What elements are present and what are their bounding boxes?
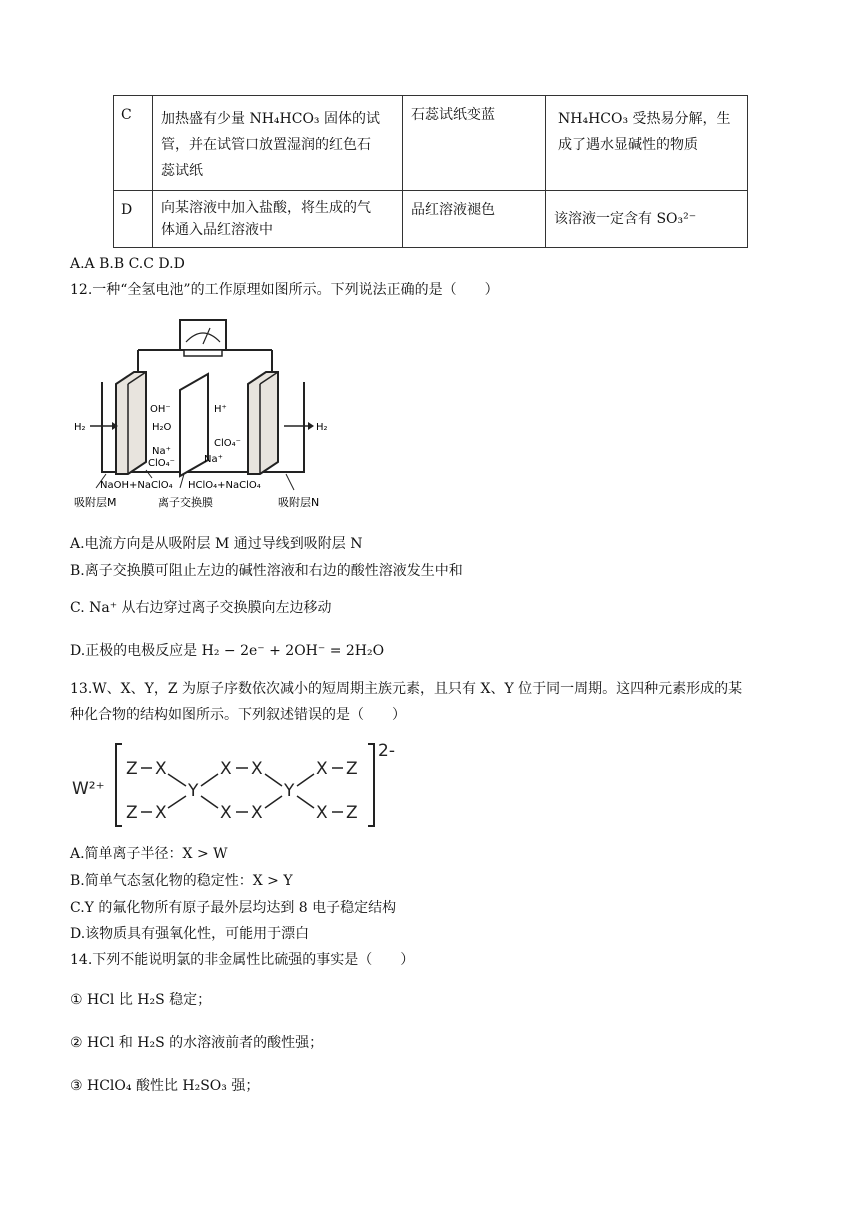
galvanometer-icon <box>180 320 226 356</box>
layer-m-label: 吸附层M <box>74 496 117 509</box>
battery-figure <box>72 312 352 512</box>
operation-line: 加热盛有少量 NH₄HCO₃ 固体的试 <box>161 111 380 127</box>
cation-label: W²⁺ <box>72 779 105 799</box>
clo4-left-label: ClO₄⁻ <box>148 458 175 469</box>
h2-in-label: H₂ <box>74 422 86 433</box>
membrane-label: 离子交换膜 <box>158 496 213 509</box>
row-label: C <box>114 96 153 191</box>
q14-item-1: ① HCl 比 H₂S 稳定； <box>70 992 212 1008</box>
q12-option-a: A.电流方向是从吸附层 M 通过导线到吸附层 N <box>70 536 363 552</box>
structure-figure <box>70 738 400 832</box>
h2-out-label: H₂ <box>316 422 328 433</box>
right-solution-label: HClO₄+NaClO₄ <box>188 480 261 491</box>
operation-cell <box>153 96 403 191</box>
na-left-label: Na⁺ <box>152 446 171 457</box>
q14-stem: 14.下列不能说明氯的非金属性比硫强的事实是（ ） <box>70 952 415 968</box>
atom-y: Y <box>284 781 295 801</box>
phenomenon-cell: 品红溶液褪色 <box>403 191 546 248</box>
row-label: D <box>114 191 153 248</box>
operation-line: 管，并在试管口放置湿润的红色石 <box>161 137 371 153</box>
table-row <box>114 191 748 248</box>
q14-item-3: ③ HClO₄ 酸性比 H₂SO₃ 强； <box>70 1078 260 1094</box>
atom-z: Z <box>126 759 138 779</box>
h-plus-label: H⁺ <box>214 404 227 415</box>
atom-x: X <box>251 759 263 779</box>
q13-option-c: C.Y 的氟化物所有原子最外层均达到 8 电子稳定结构 <box>70 900 397 916</box>
adsorption-layer-n <box>248 372 278 474</box>
q12-option-d: D.正极的电极反应是 H₂ − 2e⁻ + 2OH⁻ = 2H₂O <box>70 643 385 659</box>
operation-line: 体通入品红溶液中 <box>161 222 273 238</box>
na-right-label: Na⁺ <box>204 454 223 465</box>
left-solution-label: NaOH+NaClO₄ <box>100 480 173 491</box>
q14-item-2: ② HCl 和 H₂S 的水溶液前者的酸性强； <box>70 1035 324 1051</box>
q11-options: A.A B.B C.C D.D <box>70 256 185 272</box>
atom-z: Z <box>346 759 358 779</box>
q12-option-b: B.离子交换膜可阻止左边的碱性溶液和右边的酸性溶液发生中和 <box>70 563 463 579</box>
oh-label: OH⁻ <box>150 404 171 415</box>
atom-z: Z <box>126 803 138 823</box>
q12-stem: 12.一种“全氢电池”的工作原理如图所示。下列说法正确的是（ ） <box>70 282 499 298</box>
atom-x: X <box>220 803 232 823</box>
conclusion-line: 成了遇水显碱性的物质 <box>558 137 698 153</box>
atom-z: Z <box>346 803 358 823</box>
operation-line: 蕊试纸 <box>161 163 203 179</box>
operation-line: 向某溶液中加入盐酸，将生成的气 <box>161 200 371 216</box>
q13-option-a: A.简单离子半径：X > W <box>70 846 228 862</box>
h2o-label: H₂O <box>152 422 172 433</box>
adsorption-layer-m <box>116 372 146 474</box>
conclusion-line: 该溶液一定含有 SO₃²⁻ <box>554 211 697 227</box>
q13-option-d: D.该物质具有强氧化性，可能用于漂白 <box>70 926 310 942</box>
q13-stem-line1: 13.W、X、Y，Z 为原子序数依次减小的短周期主族元素，且只有 X、Y 位于同一周期。这四种元素形成的某 <box>70 681 743 697</box>
q13-option-b: B.简单气态氢化物的稳定性：X > Y <box>70 873 293 889</box>
conclusion-cell <box>546 96 748 191</box>
atom-x: X <box>155 803 167 823</box>
charge-label: 2- <box>378 741 395 761</box>
q13-stem-line2: 种化合物的结构如图所示。下列叙述错误的是（ ） <box>70 707 406 723</box>
atom-x: X <box>220 759 232 779</box>
atom-x: X <box>155 759 167 779</box>
atom-x: X <box>251 803 263 823</box>
atom-x: X <box>316 759 328 779</box>
conclusion-cell <box>546 191 748 248</box>
experiment-table <box>113 95 748 248</box>
table-row <box>114 96 748 191</box>
conclusion-line: NH₄HCO₃ 受热易分解，生 <box>558 111 731 127</box>
layer-n-label: 吸附层N <box>278 496 320 509</box>
atom-y: Y <box>188 781 199 801</box>
clo4-right-label: ClO₄⁻ <box>214 438 241 449</box>
phenomenon-cell: 石蕊试纸变蓝 <box>403 96 546 191</box>
atom-x: X <box>316 803 328 823</box>
q12-option-c: C. Na⁺ 从右边穿过离子交换膜向左边移动 <box>70 600 332 616</box>
operation-cell <box>153 191 403 248</box>
